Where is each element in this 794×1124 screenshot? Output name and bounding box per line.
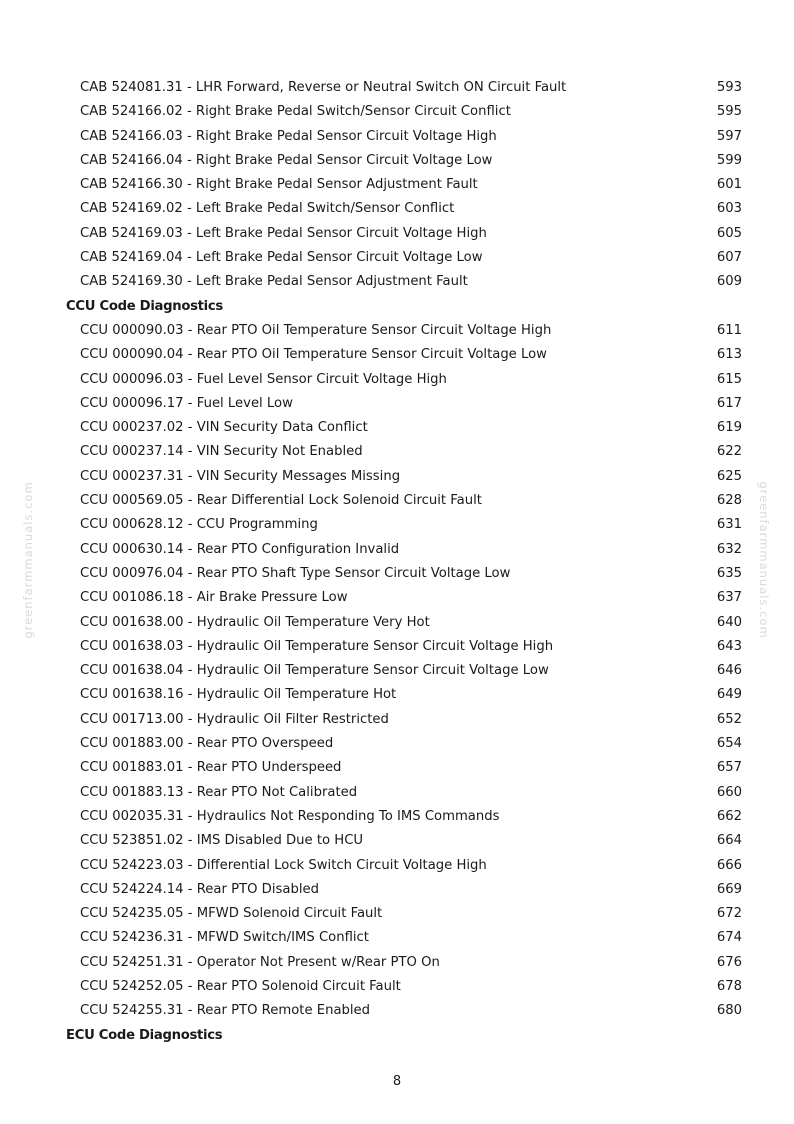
toc-entry[interactable]	[0, 538, 794, 562]
toc-entry[interactable]	[0, 975, 794, 999]
entry-page-number: 643	[716, 638, 742, 654]
entry-title: CAB 524166.04 - Right Brake Pedal Sensor Circuit Voltage Low	[80, 152, 493, 168]
toc-entry[interactable]	[0, 343, 794, 367]
entry-page-number: 657	[716, 760, 742, 776]
entry-title: CCU 000237.14 - VIN Security Not Enabled	[80, 444, 363, 460]
entry-page-number: 637	[716, 590, 742, 606]
toc-entry[interactable]	[0, 902, 794, 926]
entry-page-number: 672	[716, 906, 742, 922]
toc-entry[interactable]	[0, 440, 794, 464]
entry-page-number: 622	[716, 444, 742, 460]
toc-entry[interactable]	[0, 319, 794, 343]
toc-entry[interactable]	[0, 173, 794, 197]
entry-page-number: 615	[716, 371, 742, 387]
entry-page-number: 617	[716, 395, 742, 411]
entry-page-number: 605	[716, 225, 742, 241]
toc-entry[interactable]	[0, 732, 794, 756]
entry-page-number: 666	[716, 857, 742, 873]
entry-page-number: 674	[716, 930, 742, 946]
toc-entry[interactable]	[0, 562, 794, 586]
entry-title: CCU 524251.31 - Operator Not Present w/Rear PTO On	[80, 954, 440, 970]
entry-title: CCU 524235.05 - MFWD Solenoid Circuit Fault	[80, 906, 383, 922]
entry-page-number: 632	[716, 541, 742, 557]
entry-title: CCU 000237.31 - VIN Security Messages Missing	[80, 468, 401, 484]
entry-title: CCU 000090.03 - Rear PTO Oil Temperature Sensor Circuit Voltage High	[80, 322, 552, 338]
entry-title: CAB 524169.03 - Left Brake Pedal Sensor Circuit Voltage High	[80, 225, 487, 241]
entry-title: CCU 002035.31 - Hydraulics Not Responding To IMS Commands	[80, 808, 500, 824]
entry-title: CCU 000090.04 - Rear PTO Oil Temperature Sensor Circuit Voltage Low	[80, 347, 547, 363]
entry-page-number: 662	[716, 808, 742, 824]
entry-title: CCU 524255.31 - Rear PTO Remote Enabled	[80, 1003, 371, 1019]
entry-title: CAB 524169.30 - Left Brake Pedal Sensor Adjustment Fault	[80, 274, 468, 290]
toc-entry[interactable]	[0, 611, 794, 635]
entry-title: CCU 524236.31 - MFWD Switch/IMS Conflict	[80, 930, 369, 946]
entry-page-number: 613	[716, 347, 742, 363]
entry-title: CCU 524223.03 - Differential Lock Switch Circuit Voltage High	[80, 857, 487, 873]
entry-page-number: 649	[716, 687, 742, 703]
entry-title: CAB 524081.31 - LHR Forward, Reverse or Neutral Switch ON Circuit Fault	[80, 80, 567, 95]
entry-page-number: 611	[716, 322, 742, 338]
entry-title: CCU 000569.05 - Rear Differential Lock Solenoid Circuit Fault	[80, 493, 482, 509]
toc-entry[interactable]	[0, 513, 794, 537]
section-title: ECU Code Diagnostics	[66, 1027, 223, 1043]
toc-section-heading	[0, 295, 794, 319]
entry-page-number: 599	[716, 152, 742, 168]
entry-title: CCU 524224.14 - Rear PTO Disabled	[80, 881, 319, 897]
entry-page-number: 635	[716, 565, 742, 581]
entry-page-number: 660	[716, 784, 742, 800]
toc-entry[interactable]	[0, 926, 794, 950]
toc-entry[interactable]	[0, 125, 794, 149]
entry-title: CCU 001638.04 - Hydraulic Oil Temperature Sensor Circuit Voltage Low	[80, 663, 549, 679]
entry-page-number: 595	[716, 104, 742, 120]
entry-page-number: 593	[716, 80, 742, 95]
toc-entry[interactable]	[0, 854, 794, 878]
toc-entry[interactable]	[0, 270, 794, 294]
entry-page-number: 678	[716, 978, 742, 994]
entry-page-number: 607	[716, 250, 742, 266]
toc-entry[interactable]	[0, 683, 794, 707]
toc-entry[interactable]	[0, 829, 794, 853]
entry-page-number: 625	[716, 468, 742, 484]
entry-title: CCU 001638.00 - Hydraulic Oil Temperature Very Hot	[80, 614, 430, 630]
toc-entry[interactable]	[0, 416, 794, 440]
toc-entry[interactable]	[0, 489, 794, 513]
entry-page-number: 597	[716, 128, 742, 144]
toc-entry[interactable]	[0, 805, 794, 829]
toc-entry[interactable]	[0, 659, 794, 683]
watermark-text: greenfarmmanuals.com	[21, 481, 35, 639]
entry-title: CCU 001638.03 - Hydraulic Oil Temperature Sensor Circuit Voltage High	[80, 638, 554, 654]
entry-title: CCU 000976.04 - Rear PTO Shaft Type Sensor Circuit Voltage Low	[80, 565, 511, 581]
entry-title: CCU 000628.12 - CCU Programming	[80, 517, 318, 533]
entry-page-number: 676	[716, 954, 742, 970]
toc-entry[interactable]	[0, 368, 794, 392]
toc-entry[interactable]	[0, 586, 794, 610]
toc-entry[interactable]	[0, 781, 794, 805]
entry-title: CCU 001086.18 - Air Brake Pressure Low	[80, 590, 348, 606]
entry-page-number: 609	[716, 274, 742, 290]
entry-title: CAB 524166.30 - Right Brake Pedal Sensor Adjustment Fault	[80, 177, 478, 193]
toc-entry[interactable]	[0, 635, 794, 659]
entry-title: CCU 001713.00 - Hydraulic Oil Filter Restricted	[80, 711, 389, 727]
entry-page-number: 680	[716, 1003, 742, 1019]
entry-page-number: 640	[716, 614, 742, 630]
entry-title: CCU 001883.00 - Rear PTO Overspeed	[80, 736, 334, 752]
entry-title: CAB 524169.02 - Left Brake Pedal Switch/Sensor Conflict	[80, 201, 455, 217]
entry-page-number: 601	[716, 177, 742, 193]
toc-entry[interactable]	[0, 465, 794, 489]
entry-page-number: 603	[716, 201, 742, 217]
entry-title: CCU 000237.02 - VIN Security Data Conflict	[80, 420, 368, 436]
entry-title: CCU 000630.14 - Rear PTO Configuration Invalid	[80, 541, 400, 557]
entry-page-number: 669	[716, 881, 742, 897]
entry-title: CCU 523851.02 - IMS Disabled Due to HCU	[80, 833, 364, 849]
toc-entry[interactable]	[0, 76, 794, 100]
toc-entry[interactable]	[0, 149, 794, 173]
entry-page-number: 628	[716, 493, 742, 509]
watermark-text: greenfarmmanuals.com	[757, 481, 771, 639]
table-of-contents	[0, 76, 794, 1048]
entry-page-number: 619	[716, 420, 742, 436]
entry-title: CCU 001883.01 - Rear PTO Underspeed	[80, 760, 342, 776]
toc-section-heading	[0, 1024, 794, 1048]
entry-page-number: 646	[716, 663, 742, 679]
entry-page-number: 631	[716, 517, 742, 533]
section-title: CCU Code Diagnostics	[66, 298, 223, 314]
toc-entry[interactable]	[0, 999, 794, 1023]
toc-entry[interactable]	[0, 246, 794, 270]
entry-title: CCU 001638.16 - Hydraulic Oil Temperature Hot	[80, 687, 397, 703]
entry-title: CCU 000096.17 - Fuel Level Low	[80, 395, 293, 411]
toc-entry[interactable]	[0, 756, 794, 780]
toc-entry[interactable]	[0, 878, 794, 902]
entry-page-number: 664	[716, 833, 742, 849]
toc-entry[interactable]	[0, 951, 794, 975]
entry-page-number: 654	[716, 736, 742, 752]
entry-title: CAB 524166.03 - Right Brake Pedal Sensor Circuit Voltage High	[80, 128, 497, 144]
entry-title: CCU 524252.05 - Rear PTO Solenoid Circuit Fault	[80, 978, 401, 994]
page-number: 8	[392, 1074, 402, 1089]
toc-entry[interactable]	[0, 392, 794, 416]
entry-title: CAB 524169.04 - Left Brake Pedal Sensor Circuit Voltage Low	[80, 250, 483, 266]
toc-entry[interactable]	[0, 708, 794, 732]
toc-entry[interactable]	[0, 197, 794, 221]
entry-title: CCU 000096.03 - Fuel Level Sensor Circuit Voltage High	[80, 371, 447, 387]
entry-title: CAB 524166.02 - Right Brake Pedal Switch/Sensor Circuit Conflict	[80, 104, 511, 120]
entry-page-number: 652	[716, 711, 742, 727]
entry-title: CCU 001883.13 - Rear PTO Not Calibrated	[80, 784, 358, 800]
toc-entry[interactable]	[0, 100, 794, 124]
toc-entry[interactable]	[0, 222, 794, 246]
